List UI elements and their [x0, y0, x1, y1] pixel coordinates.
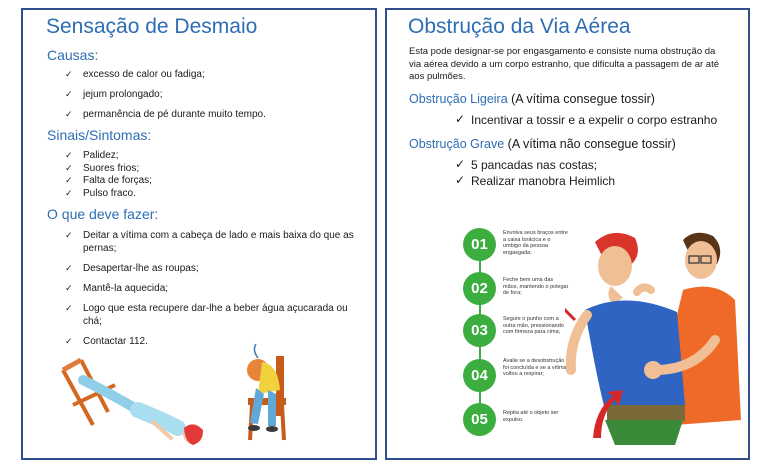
severe-obstruction-list: [455, 158, 615, 190]
fainting-title: Sensação de Desmaio: [46, 15, 258, 38]
step-badge: 05: [463, 403, 496, 436]
victim-icon: [571, 233, 685, 445]
airway-intro: Esta pode designar-se por engasgamento e consiste numa obstrução da via aérea devido a um corpo estranho, que dificulta a passagem de ar até aos pulmões.: [409, 46, 719, 82]
signs-heading: Sinais/Sintomas:: [47, 127, 152, 143]
check-icon: ✓: [65, 230, 73, 240]
step-text: Feche bem uma das mãos, mantendo o polegar de fora;: [503, 277, 569, 296]
list-item: ✓ Palidez;: [65, 150, 119, 161]
check-icon: ✓: [455, 173, 466, 187]
airway-title: Obstrução da Via Aérea: [408, 15, 631, 38]
step-text: Segure o punho com a outra mão, pressionando com firmeza para cima;: [503, 316, 564, 335]
airway-panel: [385, 8, 750, 460]
list-item: ✓ jejum prolongado;: [65, 89, 163, 100]
check-icon: ✓: [65, 336, 73, 346]
signs-list: [65, 150, 152, 200]
list-item: ✓ Desapertar-lhe as roupas;: [65, 263, 199, 274]
light-obstruction-label: Obstrução Ligeira: [409, 92, 508, 106]
fainting-panel: [21, 8, 377, 460]
list-item: ✓ Suores frios;: [65, 162, 140, 174]
list-item: ✓ Realizar manobra Heimlich: [455, 173, 616, 188]
check-icon: ✓: [455, 157, 466, 171]
list-item: ✓ Falta de forças;: [65, 175, 152, 186]
arrow-icon: [565, 308, 575, 320]
severe-obstruction-note: (A vítima não consegue tossir): [504, 137, 676, 151]
check-icon: ✓: [455, 112, 466, 126]
severe-obstruction-label: Obstrução Grave: [409, 137, 505, 151]
sitting-person-illustration: [228, 328, 313, 448]
check-icon: ✓: [65, 187, 73, 198]
check-icon: ✓: [65, 150, 73, 160]
causes-heading: Causas:: [47, 47, 99, 63]
fist-icon: [644, 361, 662, 379]
step-text: Avalie se a desobstrução foi concluída e se a vítima voltou a respirar;: [503, 358, 567, 377]
check-icon: ✓: [65, 162, 73, 173]
step-badge: 01: [463, 228, 496, 261]
step-badge: 03: [463, 314, 496, 347]
list-item: ✓ Incentivar a tossir e a expelir o corpo estranho: [455, 112, 718, 127]
person-icon: [83, 380, 203, 445]
heimlich-illustration: [565, 220, 745, 445]
person-icon: [247, 344, 280, 432]
step-badge: 02: [463, 272, 496, 305]
check-icon: ✓: [65, 175, 73, 185]
light-obstruction-list: [455, 113, 717, 129]
step-text: Envolva seus braços entre a caixa torácica e o umbigo da pessoa engasgada;: [503, 230, 568, 256]
todo-heading: O que deve fazer:: [47, 206, 159, 222]
causes-list: [65, 69, 266, 129]
list-item: ✓ 5 pancadas nas costas;: [455, 157, 598, 172]
check-icon: ✓: [65, 263, 73, 273]
check-icon: ✓: [65, 69, 73, 79]
light-obstruction-note: (A vítima consegue tossir): [507, 92, 655, 106]
check-icon: ✓: [65, 303, 73, 313]
list-item: ✓ Deitar a vítima com a cabeça de lado e mais baixa do que as pernas;: [65, 230, 354, 254]
check-icon: ✓: [65, 283, 73, 293]
lying-person-illustration: [53, 350, 213, 450]
list-item: ✓ Contactar 112.: [65, 336, 148, 347]
check-icon: ✓: [65, 89, 73, 99]
check-icon: ✓: [65, 109, 73, 119]
list-item: ✓ Logo que esta recupere dar-lhe a beber água açucarada ou chá;: [65, 303, 348, 327]
list-item: ✓ Mantê-la aquecida;: [65, 283, 169, 294]
step-text: Repita até o objeto ser expulso.: [503, 410, 559, 423]
severe-obstruction-line: [409, 137, 676, 151]
step-badge: 04: [463, 359, 496, 392]
list-item: ✓ permanência de pé durante muito tempo.: [65, 109, 266, 120]
light-obstruction-line: [409, 92, 655, 106]
list-item: ✓ excesso de calor ou fadiga;: [65, 69, 205, 80]
list-item: ✓ Pulso fraco.: [65, 187, 136, 199]
